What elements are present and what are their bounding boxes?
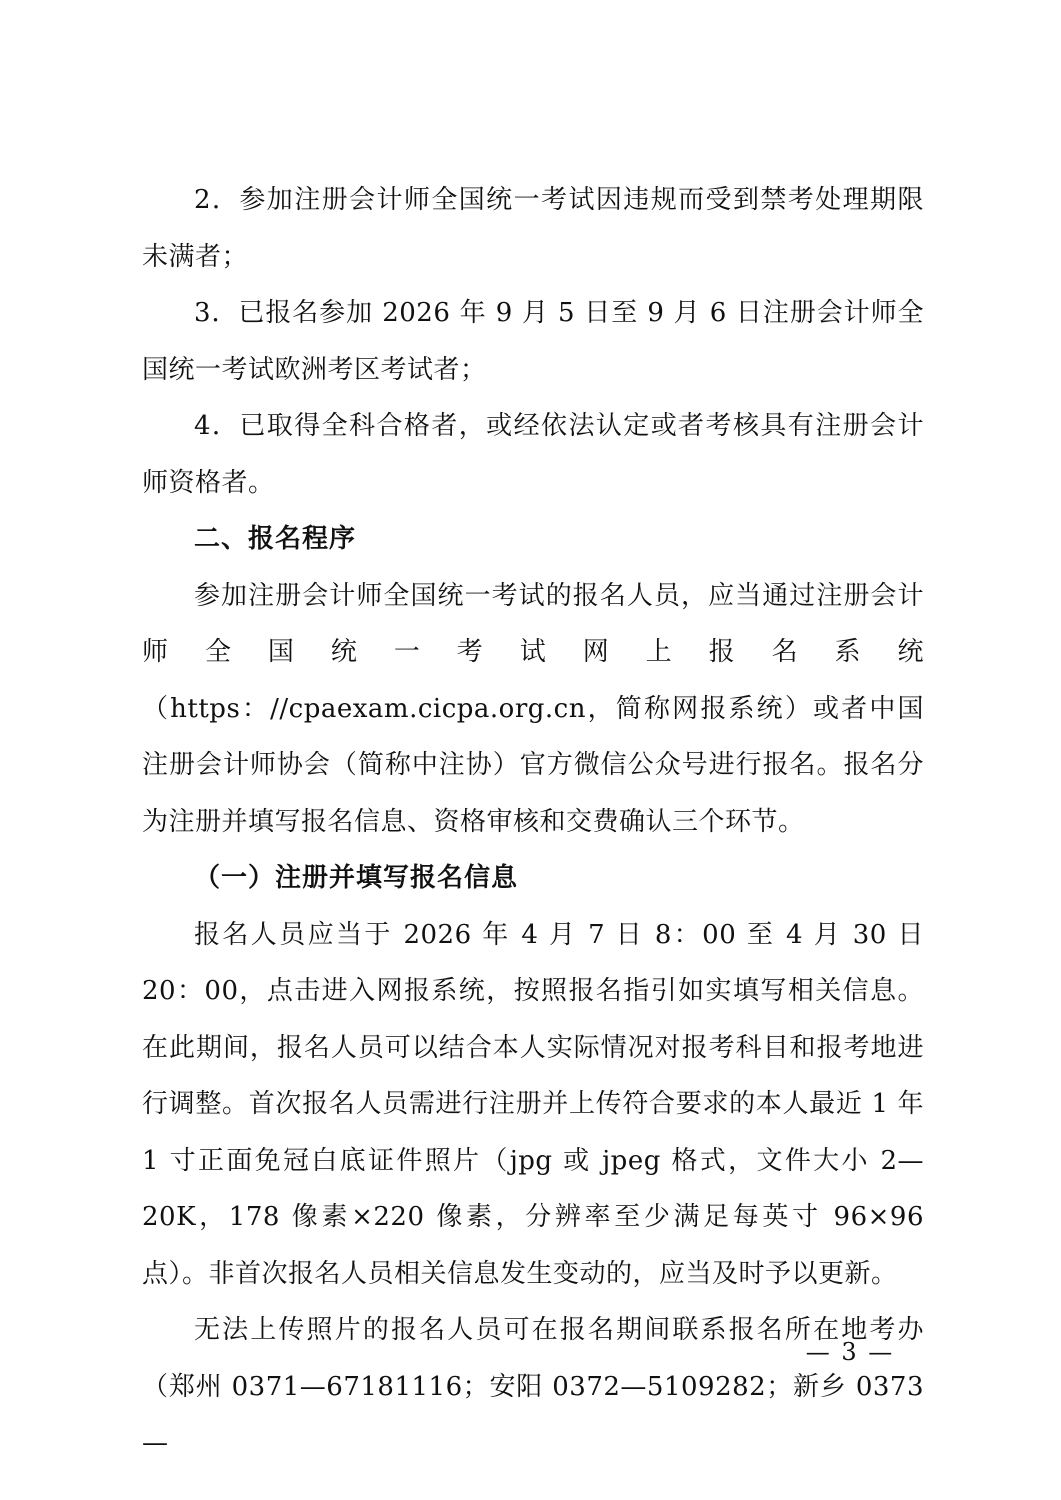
paragraph-item-3: 3．已报名参加 2026 年 9 月 5 日至 9 月 6 日注册会计师全国统一考试欧洲考区考试者；	[142, 298, 924, 385]
page-number: — 3 —	[805, 1338, 895, 1366]
subsection-heading-register-fill-info: （一）注册并填写报名信息	[194, 863, 519, 893]
section-heading-registration-procedure: 二、报名程序	[194, 524, 357, 554]
document-body	[142, 172, 924, 1472]
paragraph-item-4: 4．已取得全科合格者，或经依法认定或者考核具有注册会计师资格者。	[142, 411, 924, 498]
paragraph-photo-upload-contact: 无法上传照片的报名人员可在报名期间联系报名所在地考办（郑州 0371—67181116；安阳 0372—5109282；新乡 0373—	[142, 1315, 924, 1458]
paragraph-registration-period: 报名人员应当于 2026 年 4 月 7 日 8：00 至 4 月 30 日 20：00，点击进入网报系统，按照报名指引如实填写相关信息。在此期间，报名人员可以结合本人实际情况对报考科目和报考地进行调整。首次报名人员需进行注册并上传符合要求的本人最近 1 年 1 寸正面免冠白底证件照片（jpg 或 jpeg 格式，文件大小 2—20K，178 像素×220 像素，分辨率至少满足每英寸 96×96 点）。非首次报名人员相关信息发生变动的，应当及时予以更新。	[142, 919, 924, 1289]
paragraph-item-2: 2．参加注册会计师全国统一考试因违规而受到禁考处理期限未满者；	[142, 185, 924, 272]
paragraph-registration-overview: 参加注册会计师全国统一考试的报名人员，应当通过注册会计师全国统一考试网上报名系统（https：//cpaexam.cicpa.org.cn，简称网报系统）或者中国注册会计师协会（简称中注协）官方微信公众号进行报名。报名分为注册并填写报名信息、资格审核和交费确认三个环节。	[142, 580, 924, 837]
